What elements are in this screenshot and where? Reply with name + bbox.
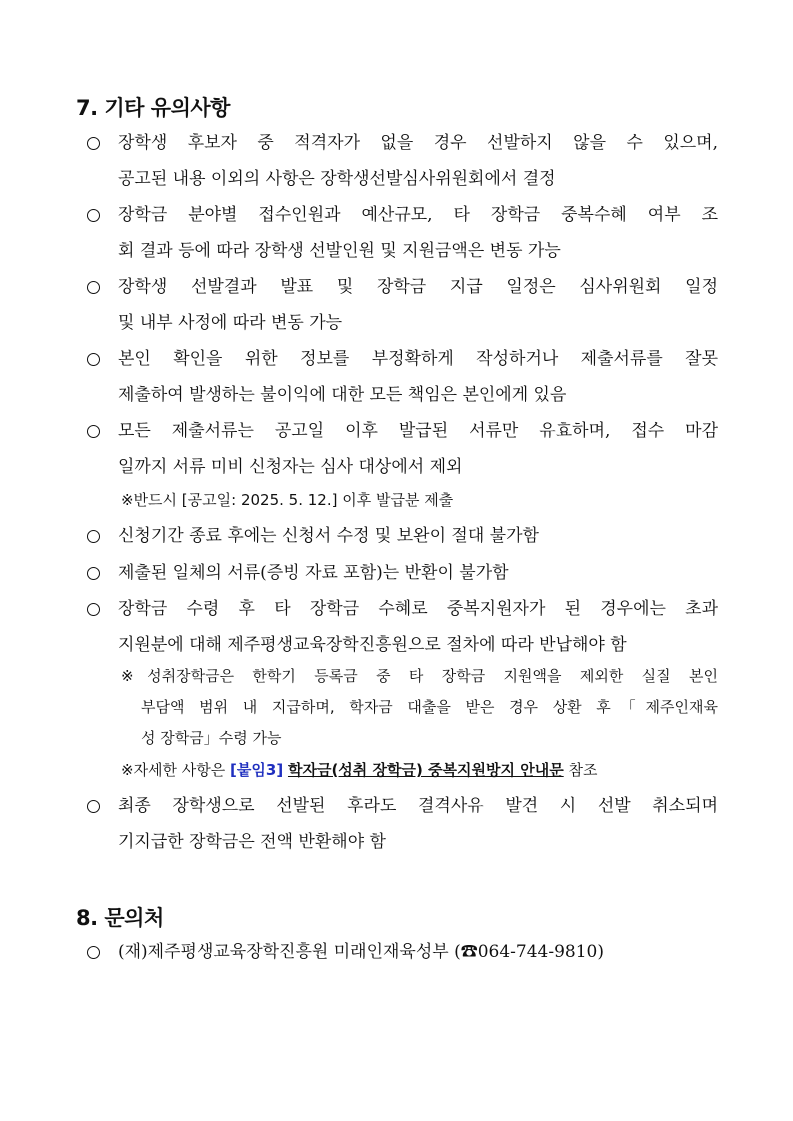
reference-prefix: ※자세한 사항은 [121, 761, 231, 779]
item-3-line-1: 장학생 선발결과 발표 및 장학금 지급 일정은 심사위원회 일정 [118, 277, 718, 297]
bullet-circle-icon [87, 603, 100, 616]
referenced-document-title: 학자금(성취 장학금) 중복지원방지 안내문 [287, 761, 564, 779]
item-2-line-1: 장학금 분야별 접수인원과 예산규모, 타 장학금 중복수혜 여부 조 [118, 205, 718, 225]
reference-suffix: 참조 [563, 761, 598, 779]
item-5-line-1: 모든 제출서류는 공고일 이후 발급된 서류만 유효하며, 접수 마감 [118, 421, 718, 441]
item-3-line-2: 및 내부 사정에 따라 변동 가능 [118, 313, 343, 333]
item-9-line-2: 기지급한 장학금은 전액 반환해야 함 [118, 832, 386, 852]
item-9-line-1: 최종 장학생으로 선발된 후라도 결격사유 발견 시 선발 취소되며 [118, 796, 718, 816]
item-5-note: ※반드시 [공고일: 2025. 5. 12.] 이후 발급분 제출 [121, 491, 454, 509]
bullet-circle-icon [87, 353, 100, 366]
item-8-line-1: 장학금 수령 후 타 장학금 수혜로 중복지원자가 된 경우에는 초과 [118, 599, 718, 619]
bullet-circle-icon [87, 530, 100, 543]
bullet-circle-icon [87, 800, 100, 813]
bullet-circle-icon [87, 209, 100, 222]
bullet-circle-icon [87, 567, 100, 580]
item-8-line-2: 지원분에 대해 제주평생교육장학진흥원으로 절차에 따라 반납해야 함 [118, 635, 627, 655]
bullet-circle-icon [87, 946, 100, 959]
item-8-note-line-1: ※성취장학금은 한학기 등록금 중 타 장학금 지원액을 제외한 실질 본인 [121, 667, 718, 685]
item-4-line-2: 제출하여 발생하는 불이익에 대한 모든 책임은 본인에게 있음 [118, 385, 567, 405]
item-4-line-1: 본인 확인을 위한 정보를 부정확하게 작성하거나 제출서류를 잘못 [118, 349, 718, 369]
item-2-line-2: 회 결과 등에 따라 장학생 선발인원 및 지원금액은 변동 가능 [118, 241, 561, 261]
contact-line: (재)제주평생교육장학진흥원 미래인재육성부 (☎064-744-9810) [118, 942, 605, 962]
section-8-heading: 8. 문의처 [76, 906, 164, 930]
bullet-circle-icon [87, 281, 100, 294]
item-6-line-1: 신청기간 종료 후에는 신청서 수정 및 보완이 절대 불가함 [118, 526, 539, 546]
item-7-line-1: 제출된 일체의 서류(증빙 자료 포함)는 반환이 불가함 [118, 563, 509, 583]
item-1-line-2: 공고된 내용 이외의 사항은 장학생선발심사위원회에서 결정 [118, 169, 556, 189]
item-1-line-1: 장학생 후보자 중 적격자가 없을 경우 선발하지 않을 수 있으며, [118, 133, 718, 153]
bullet-circle-icon [87, 137, 100, 150]
item-5-line-2: 일까지 서류 미비 신청자는 심사 대상에서 제외 [118, 457, 463, 477]
item-8-note-line-3: 성 장학금」수령 가능 [141, 729, 282, 747]
bullet-circle-icon [87, 425, 100, 438]
item-8-note-line-2: 부담액 범위 내 지급하며, 학자금 대출을 받은 경우 상환 후「제주인재육 [141, 698, 718, 716]
item-8-reference-note [121, 760, 597, 780]
section-7-heading: 7. 기타 유의사항 [76, 96, 230, 120]
attachment-reference: [붙임3] [230, 761, 284, 779]
